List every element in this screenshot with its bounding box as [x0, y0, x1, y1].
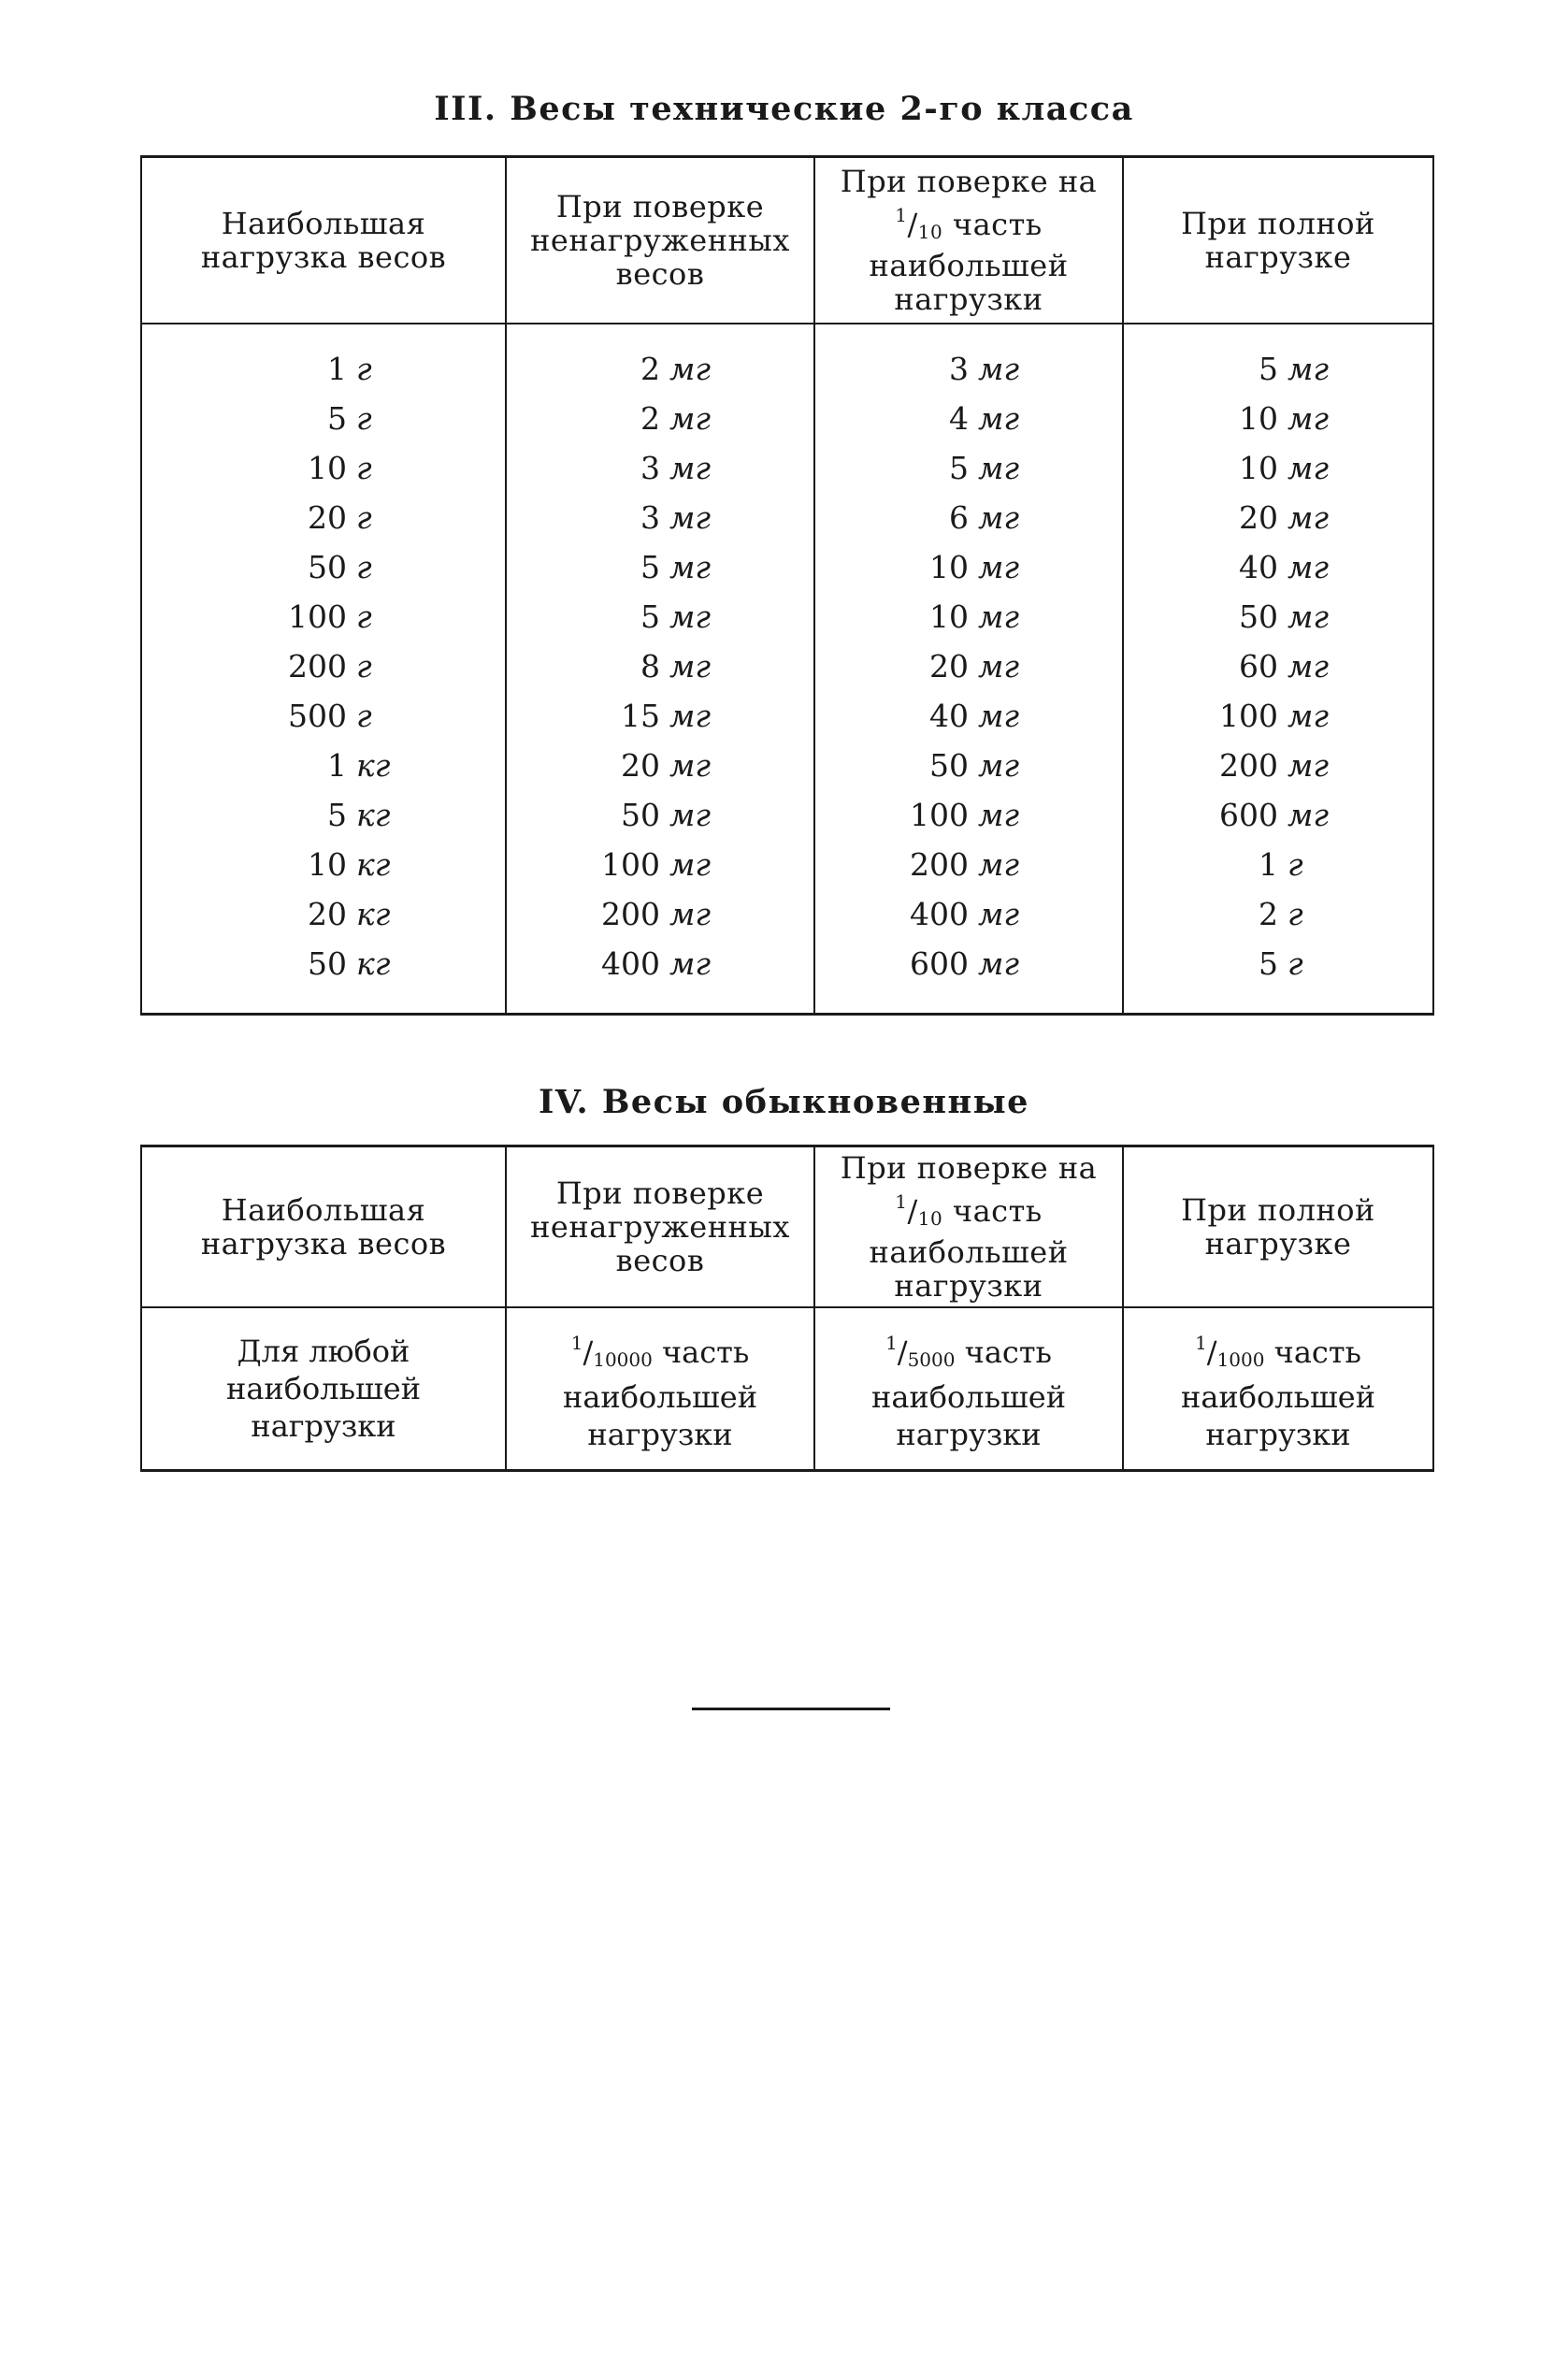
table4-header-tenth-suffix: часть наибольшей нагрузки — [869, 1193, 1069, 1304]
fraction: $^1/_{10000}$ — [570, 1332, 653, 1371]
table3-cell — [814, 501, 1123, 551]
table4-title: IV. Весы обыкновенные — [539, 1083, 1029, 1121]
cell-value: 5 — [949, 450, 969, 486]
cell-value: 100 — [601, 846, 660, 883]
cell-value: 2 — [640, 351, 660, 387]
table4-header-tenth-load — [814, 1146, 1123, 1308]
cell-unit: мг — [978, 400, 1020, 437]
cell-value: 2 — [1259, 896, 1278, 932]
table3-cell — [1123, 324, 1433, 402]
cell-value: 200 — [1219, 747, 1278, 784]
cell-unit: мг — [978, 797, 1020, 833]
cell-value: 10 — [929, 549, 969, 585]
cell-value: 10 — [308, 450, 347, 486]
cell-unit: мг — [978, 598, 1020, 635]
fraction-denominator: 10 — [917, 1207, 943, 1230]
cell-unit: г — [356, 400, 372, 437]
cell-value: 100 — [1219, 698, 1278, 734]
cell-unit: мг — [1287, 549, 1330, 585]
table-row — [141, 600, 1433, 650]
table3-cell — [1123, 947, 1433, 1015]
table3-cell — [814, 749, 1123, 799]
cell-value: 60 — [1239, 648, 1278, 685]
table3-cell — [141, 898, 506, 947]
cell-value: 6 — [949, 499, 969, 536]
cell-unit: мг — [669, 747, 712, 784]
cell-unit: г — [356, 648, 372, 685]
cell-value: 20 — [308, 499, 347, 536]
cell-value: 100 — [288, 598, 347, 635]
cell-unit: кг — [356, 846, 391, 883]
table-row — [141, 402, 1433, 452]
table4-header-tenth-prefix: При поверке на — [840, 1150, 1098, 1186]
fraction: $^1/_{10}$ — [895, 204, 943, 243]
cell-value: 15 — [621, 698, 660, 734]
table4-cell-full-load — [1123, 1307, 1433, 1471]
cell-unit: мг — [978, 846, 1020, 883]
cell-unit: кг — [356, 797, 391, 833]
table3-cell — [814, 600, 1123, 650]
table3-body — [141, 324, 1433, 1015]
cell-value: 8 — [640, 648, 660, 685]
cell-unit: кг — [356, 945, 391, 982]
cell-value: 20 — [308, 896, 347, 932]
table4-header-unloaded: При поверке ненагруженных весов — [506, 1146, 814, 1308]
fraction-denominator: 10000 — [593, 1348, 653, 1371]
cell-unit: мг — [669, 400, 712, 437]
table3-cell — [814, 650, 1123, 699]
cell-value: 50 — [929, 747, 969, 784]
table3-cell — [814, 848, 1123, 898]
cell-value: 3 — [640, 499, 660, 536]
table3-header-max-load: Наибольшая нагрузка весов — [141, 157, 506, 324]
table3-cell — [1123, 749, 1433, 799]
cell-unit: мг — [1287, 648, 1330, 685]
table3-cell — [141, 452, 506, 501]
tolerance-table-ordinary — [140, 1145, 1434, 1472]
cell-unit: мг — [669, 945, 712, 982]
fraction-denominator: 1000 — [1216, 1348, 1265, 1371]
cell-unit: мг — [978, 351, 1020, 387]
table3-cell — [1123, 799, 1433, 848]
table-row — [141, 650, 1433, 699]
cell-unit: г — [1287, 846, 1303, 883]
cell-value: 200 — [910, 846, 969, 883]
cell-unit: мг — [1287, 698, 1330, 734]
cell-value: 5 — [327, 400, 347, 437]
table-row — [141, 551, 1433, 600]
table3-cell — [814, 947, 1123, 1015]
fraction: $^1/_{1000}$ — [1195, 1332, 1265, 1371]
cell-unit: мг — [669, 698, 712, 734]
cell-value: 600 — [1219, 797, 1278, 833]
table3-cell — [141, 551, 506, 600]
cell-value: 3 — [640, 450, 660, 486]
fraction-numerator: 1 — [895, 1190, 908, 1213]
table4-cell-max-load: Для любой наибольшей нагрузки — [141, 1307, 506, 1471]
table3-title: III. Весы технические 2-го класса — [434, 90, 1134, 128]
cell-value: 5 — [640, 598, 660, 635]
cell-value: 50 — [621, 797, 660, 833]
table3-cell — [814, 699, 1123, 749]
cell-unit: мг — [669, 549, 712, 585]
table3-cell — [814, 898, 1123, 947]
cell-value: 40 — [1239, 549, 1278, 585]
table3-cell — [814, 324, 1123, 402]
table3-cell — [506, 501, 814, 551]
cell-unit: мг — [1287, 499, 1330, 536]
cell-unit: г — [1287, 945, 1303, 982]
cell-unit: кг — [356, 896, 391, 932]
table3-header-unloaded: При поверке ненагруженных весов — [506, 157, 814, 324]
cell-value: 500 — [288, 698, 347, 734]
fraction-suffix: часть наибольшей нагрузки — [1180, 1334, 1376, 1452]
cell-unit: г — [356, 598, 372, 635]
fraction-numerator: 1 — [885, 1332, 898, 1354]
cell-unit: г — [356, 698, 372, 734]
cell-value: 3 — [949, 351, 969, 387]
table3-cell — [506, 452, 814, 501]
table3-cell — [141, 749, 506, 799]
cell-unit: г — [356, 450, 372, 486]
fraction-numerator: 1 — [1195, 1332, 1207, 1354]
table3-cell — [141, 848, 506, 898]
cell-unit: мг — [1287, 797, 1330, 833]
cell-value: 10 — [1239, 400, 1278, 437]
cell-unit: г — [356, 549, 372, 585]
cell-value: 5 — [640, 549, 660, 585]
table3-cell — [506, 650, 814, 699]
cell-value: 1 — [1259, 846, 1278, 883]
table3-cell — [141, 650, 506, 699]
table3-cell — [141, 799, 506, 848]
cell-value: 2 — [640, 400, 660, 437]
table3-header-tenth-load — [814, 157, 1123, 324]
cell-value: 400 — [910, 896, 969, 932]
cell-unit: мг — [1287, 598, 1330, 635]
table3-cell — [141, 402, 506, 452]
table-row — [141, 501, 1433, 551]
cell-unit: мг — [978, 648, 1020, 685]
fraction-denominator: 10 — [917, 221, 943, 243]
table3-header-tenth-suffix: часть наибольшей нагрузки — [869, 207, 1069, 317]
fraction-suffix: часть наибольшей нагрузки — [562, 1334, 758, 1452]
table3-cell — [506, 848, 814, 898]
cell-unit: г — [1287, 896, 1303, 932]
table3-cell — [141, 699, 506, 749]
cell-value: 20 — [1239, 499, 1278, 536]
table3-cell — [141, 947, 506, 1015]
cell-unit: мг — [669, 797, 712, 833]
cell-unit: г — [356, 499, 372, 536]
cell-value: 10 — [308, 846, 347, 883]
cell-unit: мг — [669, 896, 712, 932]
table3-cell — [814, 799, 1123, 848]
cell-value: 5 — [1259, 945, 1278, 982]
table3-cell — [1123, 600, 1433, 650]
cell-value: 400 — [601, 945, 660, 982]
table-row — [141, 799, 1433, 848]
table3-cell — [1123, 848, 1433, 898]
table-row — [141, 749, 1433, 799]
cell-value: 20 — [929, 648, 969, 685]
cell-value: 10 — [929, 598, 969, 635]
cell-value: 1 — [327, 351, 347, 387]
table3-cell — [1123, 452, 1433, 501]
table-row — [141, 848, 1433, 898]
cell-unit: мг — [978, 450, 1020, 486]
cell-unit: мг — [669, 499, 712, 536]
cell-unit: мг — [1287, 747, 1330, 784]
cell-unit: мг — [978, 698, 1020, 734]
cell-unit: мг — [978, 747, 1020, 784]
table3-cell — [814, 551, 1123, 600]
table3-cell — [506, 749, 814, 799]
cell-unit: мг — [978, 499, 1020, 536]
cell-unit: кг — [356, 747, 391, 784]
cell-unit: мг — [978, 896, 1020, 932]
cell-unit: мг — [669, 846, 712, 883]
fraction: $^1/_{5000}$ — [885, 1332, 956, 1371]
cell-unit: мг — [978, 549, 1020, 585]
cell-value: 40 — [929, 698, 969, 734]
table4-header-max-load: Наибольшая нагрузка весов — [141, 1146, 506, 1308]
cell-value: 600 — [910, 945, 969, 982]
cell-unit: мг — [1287, 450, 1330, 486]
table3-header-full-load: При полной нагрузке — [1123, 157, 1433, 324]
table3-cell — [814, 452, 1123, 501]
table4-header-full-load: При полной нагрузке — [1123, 1146, 1433, 1308]
fraction-suffix: часть наибольшей нагрузки — [870, 1334, 1067, 1452]
end-rule — [692, 1708, 890, 1710]
table-row — [141, 1307, 1433, 1471]
table3-cell — [1123, 699, 1433, 749]
cell-value: 5 — [1259, 351, 1278, 387]
table3-cell — [1123, 501, 1433, 551]
table-row — [141, 324, 1433, 402]
table3-cell — [141, 324, 506, 402]
cell-unit: мг — [669, 450, 712, 486]
cell-value: 200 — [288, 648, 347, 685]
table3-cell — [141, 501, 506, 551]
table-row — [141, 452, 1433, 501]
cell-unit: мг — [1287, 351, 1330, 387]
cell-unit: мг — [669, 648, 712, 685]
fraction-numerator: 1 — [570, 1332, 583, 1354]
cell-value: 1 — [327, 747, 347, 784]
cell-value: 10 — [1239, 450, 1278, 486]
cell-value: 100 — [910, 797, 969, 833]
table3-cell — [506, 898, 814, 947]
cell-unit: мг — [669, 598, 712, 635]
table3-cell — [814, 402, 1123, 452]
cell-value: 5 — [327, 797, 347, 833]
cell-unit: г — [356, 351, 372, 387]
table3-cell — [506, 699, 814, 749]
fraction: $^1/_{10}$ — [895, 1190, 943, 1230]
table3-cell — [506, 600, 814, 650]
table3-cell — [1123, 402, 1433, 452]
table3-cell — [506, 947, 814, 1015]
table-row — [141, 947, 1433, 1015]
table4-cell-tenth-load — [814, 1307, 1123, 1471]
cell-value: 4 — [949, 400, 969, 437]
table3-cell — [506, 324, 814, 402]
table3-cell — [141, 600, 506, 650]
table4-header-row — [141, 1146, 1433, 1308]
cell-value: 20 — [621, 747, 660, 784]
table3-cell — [1123, 898, 1433, 947]
table3-header-row — [141, 157, 1433, 324]
cell-unit: мг — [1287, 400, 1330, 437]
table3-cell — [506, 799, 814, 848]
cell-unit: мг — [978, 945, 1020, 982]
tolerance-table-technical — [140, 155, 1434, 1016]
fraction-numerator: 1 — [895, 204, 908, 226]
table-row — [141, 898, 1433, 947]
cell-value: 50 — [1239, 598, 1278, 635]
cell-value: 50 — [308, 549, 347, 585]
table4-cell-unloaded — [506, 1307, 814, 1471]
table-row — [141, 699, 1433, 749]
table3-header-tenth-prefix: При поверке на — [840, 164, 1098, 199]
cell-value: 200 — [601, 896, 660, 932]
table3-cell — [1123, 551, 1433, 600]
cell-unit: мг — [669, 351, 712, 387]
table3-cell — [1123, 650, 1433, 699]
table3-cell — [506, 402, 814, 452]
cell-value: 50 — [308, 945, 347, 982]
table3-cell — [506, 551, 814, 600]
fraction-denominator: 5000 — [907, 1348, 956, 1371]
